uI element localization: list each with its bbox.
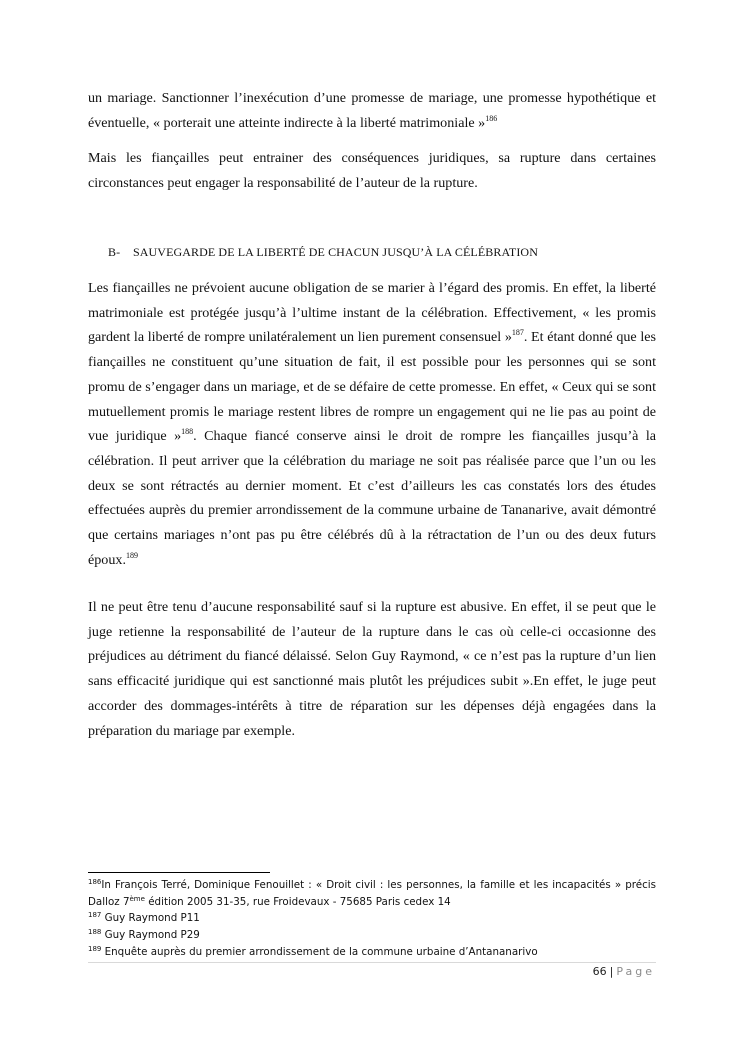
- paragraph-4-text: Il ne peut être tenu d’aucune responsabilité sauf si la rupture est abusive. En effet, il se peut que le juge retienne la responsabilité de l’auteur de la rupture dans le cas où celle-ci occasionne des préjudices au détriment du fiancé délaissé. Selon Guy Raymond, « ce n’est pas la rupture d’un lien sans efficacité juridique qui est sanctionné mais plutôt les préjudices subit ».En effet, le juge peut accorder des dommages-intérêts à titre de réparation sur les dépenses déjà engagées dans la préparation du mariage par exemple.: [88, 599, 656, 739]
- footnote-186-text-1: In François Terré, Dominique Fenouillet : « Droit civil : les personnes, la famille et les incapacités » précis: [101, 879, 656, 891]
- footnote-187-text: Guy Raymond P11: [101, 912, 200, 925]
- footnote-separator: [88, 872, 270, 873]
- footnote-186-line-1: [88, 877, 656, 894]
- footnote-189-text: Enquête auprès du premier arrondissement de la commune urbaine d’Antananarivo: [101, 945, 538, 958]
- section-heading-title: SAUVEGARDE DE LA LIBERTÉ DE CHACUN JUSQU’À LA CÉLÉBRATION: [133, 245, 538, 259]
- paragraph-1: [88, 86, 656, 135]
- footnote-189-number: 189: [88, 944, 102, 953]
- page-number-footer: [593, 965, 655, 978]
- paragraph-2: [88, 146, 656, 195]
- footnote-186-text-2a: Dalloz 7: [88, 895, 130, 908]
- footer-separator: [88, 962, 656, 963]
- footnote-188-text: Guy Raymond P29: [101, 929, 200, 942]
- footnote-187-number: 187: [88, 911, 102, 920]
- footnote-ref-187: 187: [511, 328, 524, 338]
- footnote-ref-186: 186: [485, 113, 498, 123]
- paragraph-3-part-3: . Chaque fiancé conserve ainsi le droit de rompre les fiançailles jusqu’à la célébration. Il peut arriver que la célébration du mariage ne soit pas réalisée parce que l’un ou les deux se sont rétractés au dernier moment. Et c’est d’ailleurs les cas constatés lors des études effectuées auprès du premier arrondissement de la commune urbaine de Tananarive, avait démontré que certains mariages n’ont pas pu être célébrés dû à la rétractation de l’un ou des deux futurs époux.: [88, 428, 657, 568]
- paragraph-3-part-1: Les fiançailles ne prévoient aucune obligation de se marier à l’égard des promis. En effet, la liberté matrimoniale est protégée jusqu’à l’ultime instant de la célébration. Effectivement, « les promis gardent la liberté de rompre unilatéralement un lien purement consensuel »: [88, 280, 656, 346]
- footnote-189: [88, 944, 656, 961]
- footnote-ref-189: 189: [125, 550, 138, 560]
- footnote-186-edition-sup: ème: [129, 894, 145, 903]
- paragraph-1-text: un mariage. Sanctionner l’inexécution d’une promesse de mariage, une promesse hypothétique et éventuelle, « porterait une atteinte indirecte à la liberté matrimoniale »: [88, 90, 656, 131]
- page-number: 66: [592, 965, 607, 978]
- paragraph-3: [88, 276, 656, 572]
- section-heading: [108, 245, 668, 260]
- paragraph-3-part-2: . Et étant donné que les fiançailles ne constituent qu’une situation de fait, il est possible pour les personnes qui se sont promu de s’engager dans un mariage, et de se défaire de cette promesse. En effet, « Ceux qui se sont mutuellement promis le mariage restent libres de rompre un engagement qui ne lie pas au point de vue juridique »: [88, 329, 656, 445]
- page-label: Page: [616, 965, 655, 978]
- footnote-186-number: 186: [88, 878, 102, 886]
- footnotes: [88, 877, 656, 961]
- footnote-188: [88, 927, 656, 944]
- footnote-186-text-2b: édition 2005 31-35, rue Froidevaux - 75685 Paris cedex 14: [144, 895, 451, 908]
- page-number-separator: |: [609, 965, 614, 978]
- footnote-188-number: 188: [88, 928, 102, 937]
- footnote-187: [88, 910, 656, 927]
- paragraph-2-text: Mais les fiançailles peut entrainer des conséquences juridiques, sa rupture dans certaines circonstances peut engager la responsabilité de l’auteur de la rupture.: [88, 150, 656, 191]
- section-heading-letter: B-: [108, 245, 121, 259]
- footnote-ref-188: 188: [181, 427, 194, 437]
- paragraph-4: [88, 595, 656, 743]
- footnote-186-line-2: [88, 894, 656, 911]
